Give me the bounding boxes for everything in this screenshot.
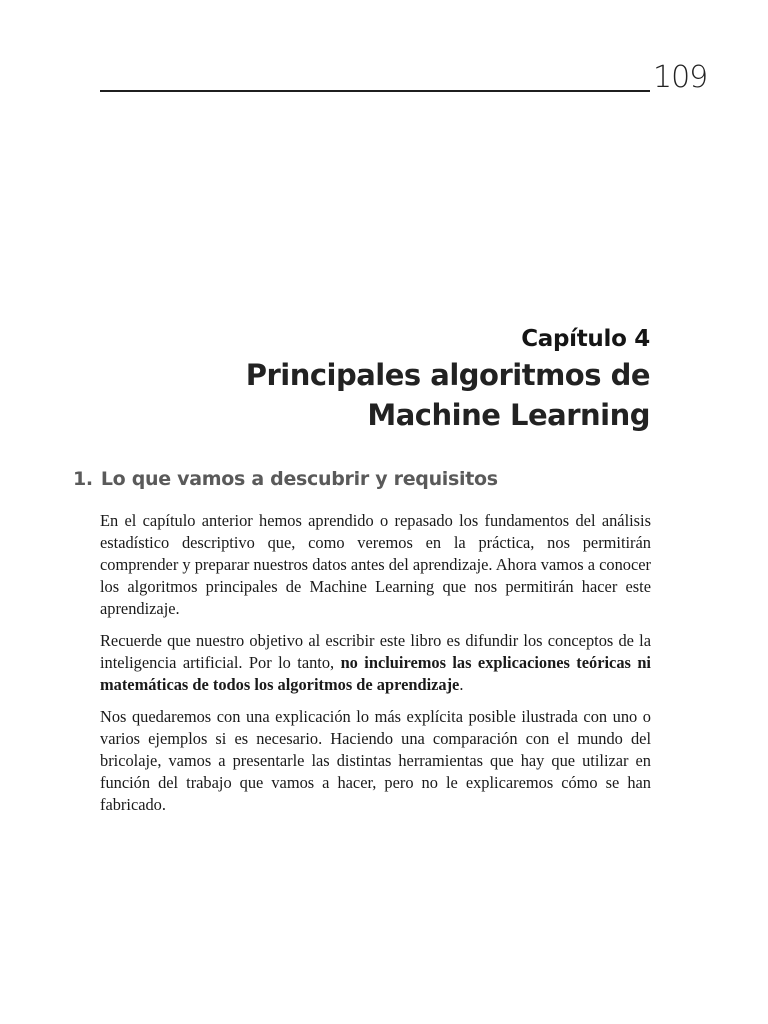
- section-heading: [73, 468, 498, 490]
- page-number: 109: [653, 60, 708, 95]
- paragraph-1: En el capítulo anterior hemos aprendido o repasado los fundamentos del análisis estadístico descriptivo que, como veremos en la práctica, nos permitirán comprender y preparar nuestros datos antes del aprendizaje. Ahora vamos a conocer los algoritmos principales de Machine Learning que nos permitirán hacer este aprendizaje.: [100, 511, 651, 618]
- paragraph-2: [100, 630, 651, 696]
- chapter-title-line1: Principales algoritmos de: [245, 358, 650, 392]
- paragraph-3: Nos quedaremos con una explicación lo más explícita posible ilustrada con uno o varios ejemplos si es necesario. Haciendo una comparación con el mundo del bricolaje, vamos a presentarle las distintas herramientas que hay que utilizar en función del trabajo que vamos a hacer, pero no le explicaremos cómo se han fabricado.: [100, 707, 651, 814]
- body-text: [100, 510, 651, 826]
- chapter-title-line2: Machine Learning: [367, 398, 650, 432]
- paragraph-2-emphasis: no incluiremos las explicaciones teóricas ni matemáticas de todos los algoritmos de aprendizaje: [100, 653, 651, 694]
- paragraph-2-text: Recuerde que nuestro objetivo al escribir este libro es difundir los conceptos de la inteligencia artificial. Por lo tanto,: [100, 631, 651, 672]
- section-number: 1.: [73, 468, 93, 490]
- paragraph-2-end: .: [459, 675, 464, 694]
- section-title: Lo que vamos a descubrir y requisitos: [100, 468, 498, 490]
- chapter-label: Capítulo 4: [521, 326, 650, 352]
- chapter-heading: [246, 323, 650, 435]
- header-rule: [100, 90, 650, 92]
